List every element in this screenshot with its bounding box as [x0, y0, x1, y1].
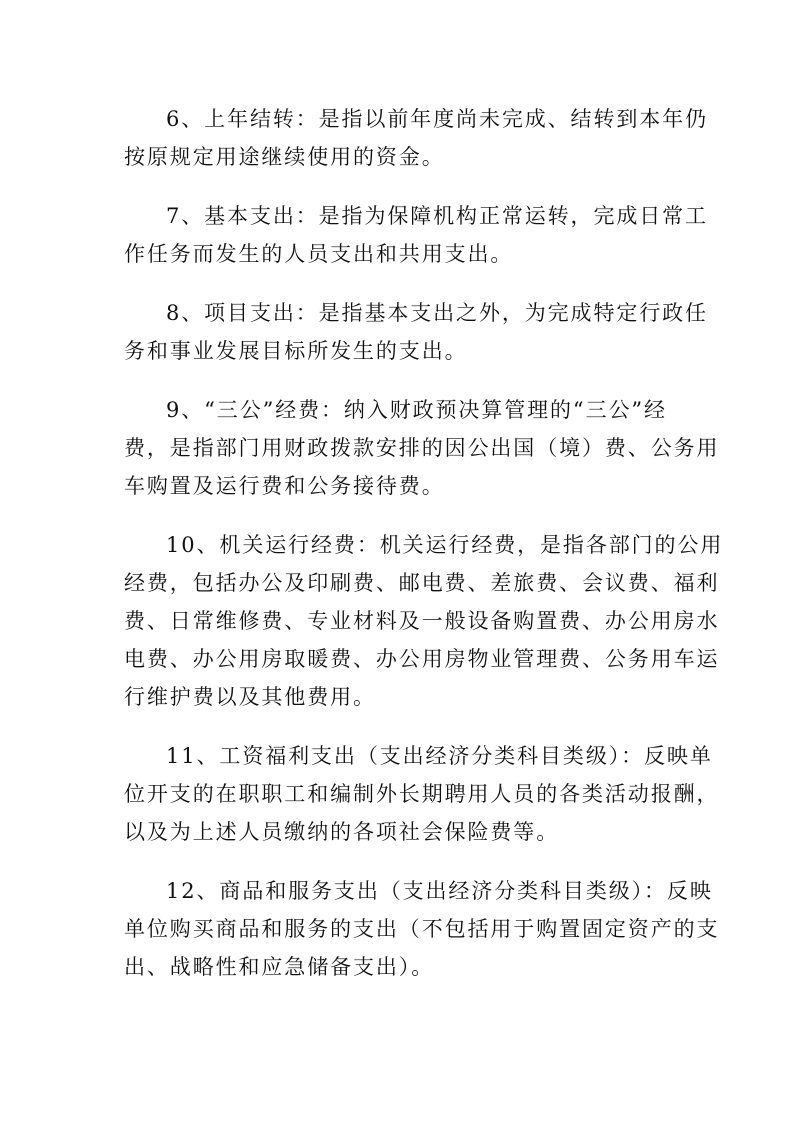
paragraph-line: 电费、办公用房取暖费、办公用房物业管理费、公务用车运 [124, 647, 720, 671]
paragraph-line: 车购置及运行费和公务接待费。 [124, 474, 445, 498]
paragraph-line: 6、上年结转：是指以前年度尚未完成、结转到本年仍 [166, 107, 708, 131]
paragraph-10 [124, 526, 724, 716]
paragraph-line: 以及为上述人员缴纳的各项社会保险费等。 [124, 820, 560, 844]
paragraph-line: 经费，包括办公及印刷费、邮电费、差旅费、会议费、福利 [124, 571, 720, 595]
document-body [124, 100, 724, 1007]
paragraph-line: 7、基本支出：是指为保障机构正常运转，完成日常工 [166, 204, 708, 228]
paragraph-line: 9、“三公”经费：纳入财政预决算管理的“三公”经 [166, 398, 667, 422]
paragraph-8 [124, 294, 708, 370]
paragraph-line: 8、项目支出：是指基本支出之外，为完成特定行政任 [166, 301, 708, 325]
paragraph-7 [124, 197, 708, 273]
paragraph-line: 10、机关运行经费：机关运行经费，是指各部门的公用 [166, 533, 724, 557]
paragraph-line: 作任务而发生的人员支出和共用支出。 [124, 242, 514, 266]
paragraph-11 [124, 737, 720, 851]
paragraph-line: 行维护费以及其他费用。 [124, 685, 376, 709]
paragraph-line: 务和事业发展目标所发生的支出。 [124, 339, 468, 363]
paragraph-6 [124, 100, 708, 176]
paragraph-line: 12、商品和服务支出（支出经济分类科目类级）：反映 [166, 879, 713, 903]
paragraph-line: 出、战略性和应急储备支出）。 [124, 955, 435, 979]
paragraph-line: 按原规定用途继续使用的资金。 [124, 145, 445, 169]
paragraph-line: 11、工资福利支出（支出经济分类科目类级）：反映单 [166, 744, 713, 768]
paragraph-line: 费，是指部门用财政拨款安排的因公出国（境）费、公务用 [124, 436, 720, 460]
paragraph-9 [124, 391, 720, 505]
paragraph-12 [124, 872, 720, 986]
paragraph-line: 单位购买商品和服务的支出（不包括用于购置固定资产的支 [124, 917, 720, 941]
paragraph-line: 位开支的在职职工和编制外长期聘用人员的各类活动报酬， [124, 782, 720, 806]
paragraph-line: 费、日常维修费、专业材料及一般设备购置费、办公用房水 [124, 609, 720, 633]
